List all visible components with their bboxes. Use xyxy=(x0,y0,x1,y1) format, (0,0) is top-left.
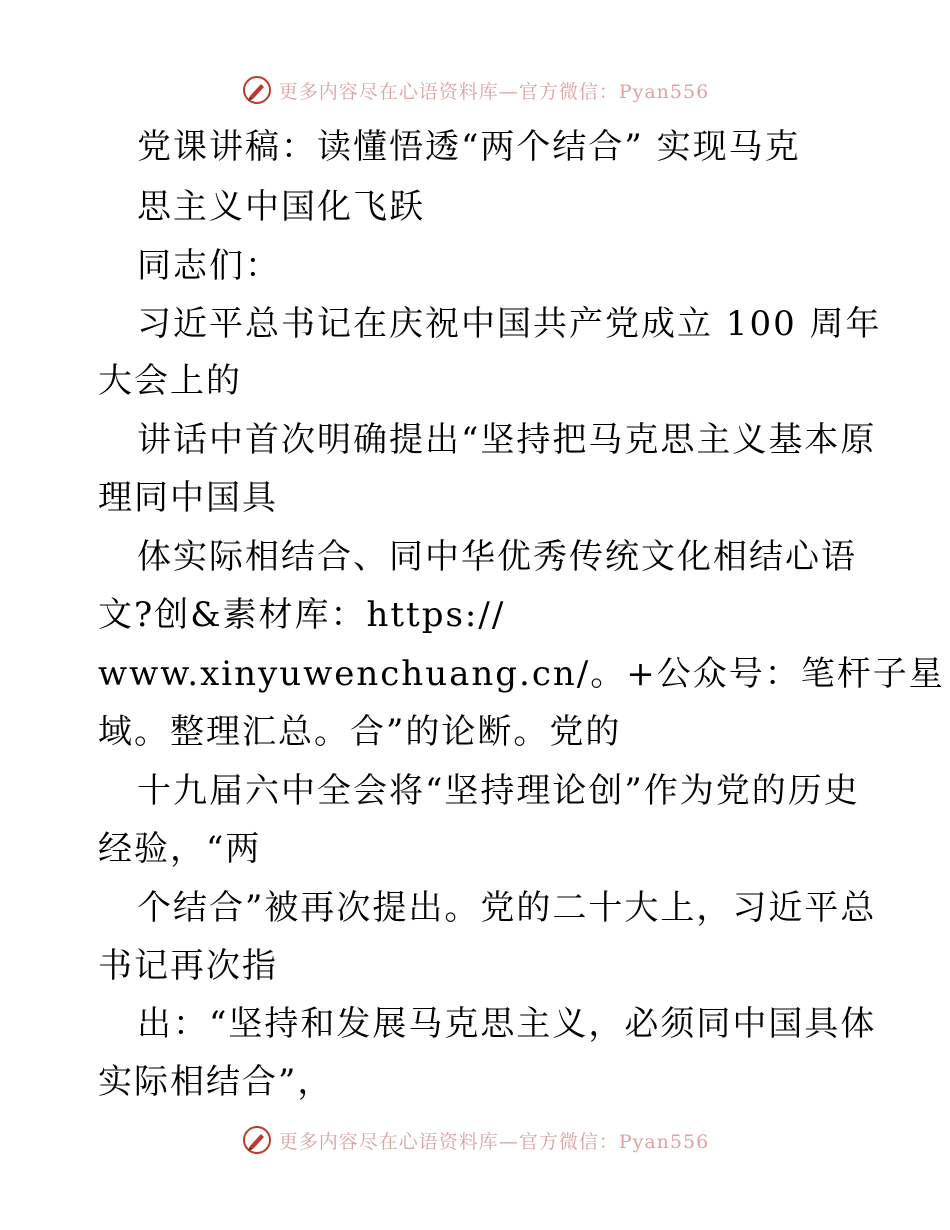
doc-text-line: 个结合”被再次提出。党的二十大上，习近平总 xyxy=(137,888,877,928)
doc-text-line: 书记再次指 xyxy=(98,946,278,986)
doc-text-line: 出：“坚持和发展马克思主义，必须同中国具体 xyxy=(137,1004,877,1044)
doc-text-line: 讲话中首次明确提出“坚持把马克思主义基本原 xyxy=(137,420,877,460)
header-watermark xyxy=(0,70,950,110)
doc-text-line: 文?创&素材库：https:// xyxy=(98,595,506,635)
doc-text-line: 大会上的 xyxy=(98,361,242,401)
doc-text-line: 习近平总书记在庆祝中国共产党成立 100 周年 xyxy=(137,304,882,344)
pen-logo-icon xyxy=(241,74,273,106)
doc-text-line: 实际相结合”， xyxy=(98,1062,334,1102)
doc-title-line-1: 党课讲稿：读懂悟透“两个结合” 实现马克 xyxy=(137,127,801,167)
doc-salutation: 同志们： xyxy=(137,246,281,286)
watermark-text: 更多内容尽在心语资料库—官方微信：Pyan556 xyxy=(278,1130,710,1153)
doc-title-line-2: 思主义中国化飞跃 xyxy=(137,187,425,227)
doc-text-line: 理同中国具 xyxy=(98,478,278,518)
doc-text-line: 十九届六中全会将“坚持理论创”作为党的历史 xyxy=(137,771,860,811)
pen-logo-icon xyxy=(241,1124,273,1156)
watermark-text: 更多内容尽在心语资料库—官方微信：Pyan556 xyxy=(278,80,710,103)
doc-text-line: www.xinyuwenchuang.cn/。+公众号：笔杆子星 xyxy=(98,654,945,694)
doc-text-line: 体实际相结合、同中华优秀传统文化相结心语 xyxy=(137,537,857,577)
footer-watermark xyxy=(0,1120,950,1160)
doc-text-line: 域。整理汇总。合”的论断。党的 xyxy=(98,712,622,752)
doc-text-line: 经验，“两 xyxy=(98,829,262,869)
